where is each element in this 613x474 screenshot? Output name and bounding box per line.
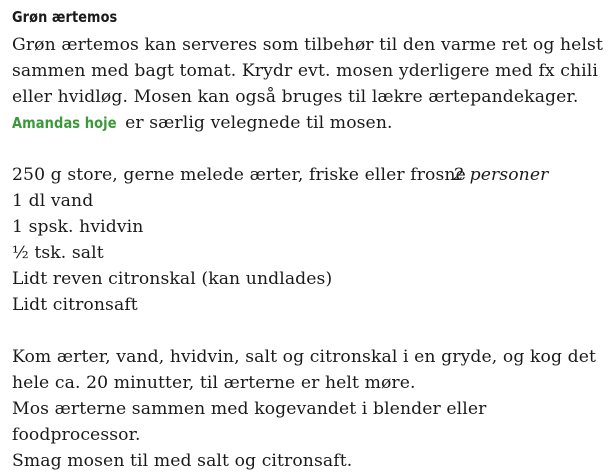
servings-label: 2 personer [453,165,549,185]
ingredient-item: Lidt reven citronskal (kan undlades) [12,269,333,289]
intro-text: Grøn ærtemos kan serveres som tilbehør til den varme ret og helst sammen med bagt tomat. Krydr evt. mosen yderligere med fx chili eller hvidløg. Mosen kan også bruges til lækre ærtepandekager. [12,35,603,107]
ingredient-item: 1 dl vand [12,191,94,211]
method-step: Kom ærter, vand, hvidvin, salt og citronskal i en gryde, og kog det hele ca. 20 minutter, til ærterne er helt møre. [12,347,596,393]
amandas-hoje-link[interactable]: Amandas hoje [12,114,117,132]
spacer [12,318,608,344]
method-step: Mos ærterne sammen med kogevandet i blender eller foodprocessor. [12,399,487,445]
ingredient-item: ½ tsk. salt [12,243,104,263]
ingredient-item: Lidt citronsaft [12,295,138,315]
intro-after-link: er særlig velegnede til mosen. [119,113,393,133]
spacer [12,136,608,162]
ingredient-item: 250 g store, gerne melede ærter, friske eller frosne [12,165,466,185]
method-section [12,344,608,474]
recipe-article [12,6,608,474]
method-step: Smag mosen til med salt og citronsaft. [12,451,353,471]
ingredient-list [12,162,608,318]
recipe-title: Grøn ærtemos [12,8,118,26]
intro-paragraph [12,32,608,136]
ingredient-item: 1 spsk. hvidvin [12,217,144,237]
